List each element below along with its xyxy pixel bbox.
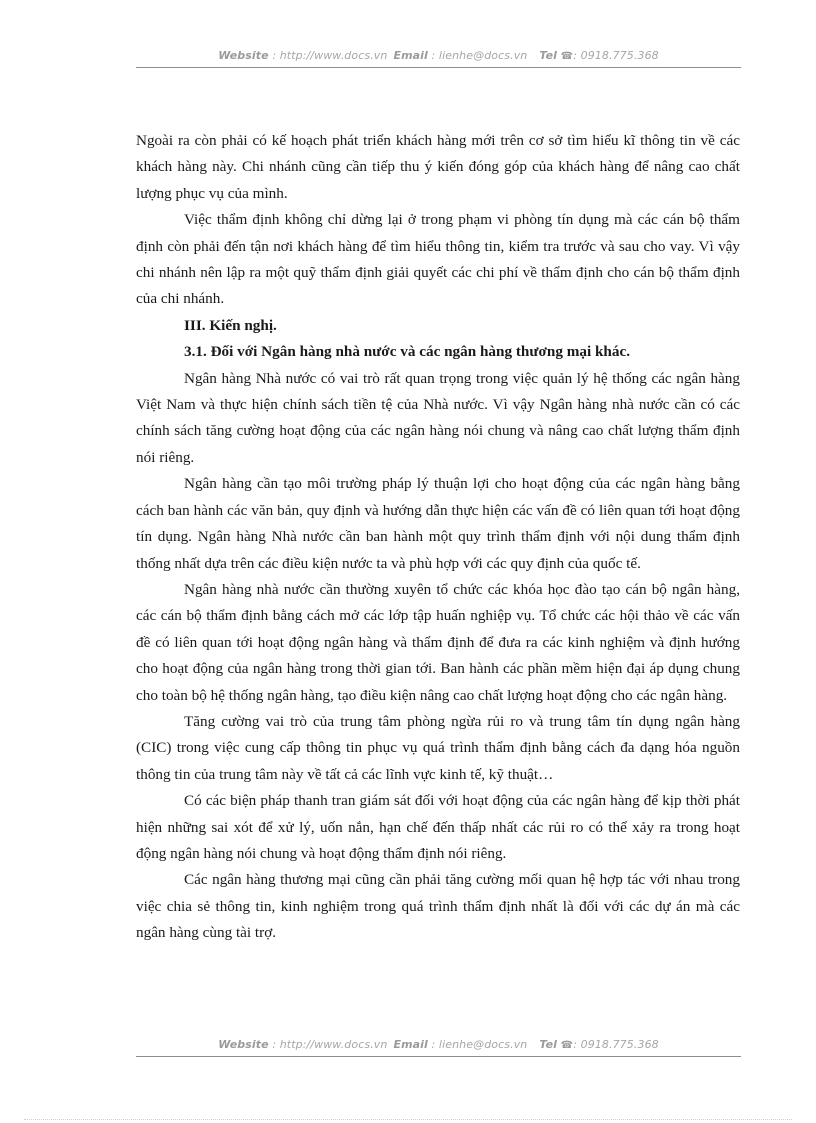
footer-website-label: Website [218,1038,269,1051]
paragraph: Ngân hàng nhà nước cần thường xuyên tổ chức các khóa học đào tạo cán bộ ngân hàng, các cán bộ thẩm định bằng cách mở các lớp tập huấn nghiệp vụ. Tổ chức các hội thảo về các vấn đề có liên quan tới hoạt động ngân hàng và thẩm định để đưa ra các kinh nghiệm và định hướng cho hoạt động của ngân hàng trong thời gian tới. Ban hành các phần mềm hiện đại áp dụng chung cho toàn bộ hệ thống ngân hàng, tạo điều kiện nâng cao chất lượng hoạt động cho các ngân hàng. [136,580,740,704]
footer-tel-label: Tel [539,1038,558,1051]
footer-email-link[interactable]: : lienhe@docs.vn [427,1038,528,1051]
footer-website-link[interactable]: : http://www.docs.vn [268,1038,388,1051]
header-website-label: Website [218,49,269,62]
paragraph: Có các biện pháp thanh tran giám sát đối với hoạt động của các ngân hàng để kịp thời phát hiện những sai xót để xử lý, uốn nắn, hạn chế đến thấp nhất các rủi ro có thể xảy ra trong hoạt động ngân hàng nói chung và hoạt động thẩm định nói riêng. [136,792,740,862]
paragraph: Ngoài ra còn phải có kế hoạch phát triển khách hàng mới trên cơ sở tìm hiểu kĩ thông tin về các khách hàng này. Chi nhánh cũng cần tiếp thu ý kiến đóng góp của khách hàng để nâng cao chất lượng phục vụ của mình. [136,132,740,202]
header-email-link[interactable]: : lienhe@docs.vn [427,49,528,62]
subsection-heading: 3.1. Đối với Ngân hàng nhà nước và các ngân hàng thương mại khác. [184,343,631,361]
footer-email-label: Email [393,1038,428,1051]
page-footer [136,1038,741,1057]
header-website-link[interactable]: : http://www.docs.vn [268,49,388,62]
section-heading: III. Kiến nghị. [184,316,277,334]
page-header [136,49,741,68]
paragraph: Ngân hàng Nhà nước có vai trò rất quan trọng trong việc quản lý hệ thống các ngân hàng Việt Nam và thực hiện chính sách tiền tệ của Nhà nước. Vì vậy Ngân hàng nhà nước cần có các chính sách tăng cường hoạt động của các ngân hàng nói chung và nâng cao chất lượng thẩm định nói riêng. [136,369,740,466]
paragraph: Tăng cường vai trò của trung tâm phòng ngừa rủi ro và trung tâm tín dụng ngân hàng (CIC) trong việc cung cấp thông tin phục vụ quá trình thẩm định bằng cách đa dạng hóa nguồn thông tin của trung tâm này về tất cả các lĩnh vực kinh tế, kỹ thuật… [136,712,740,783]
page-bottom-edge [24,1119,792,1120]
footer-tel-value: : 0918.775.368 [573,1038,659,1051]
header-tel-label: Tel [539,49,558,62]
header-tel-value: : 0918.775.368 [573,49,659,62]
paragraph: Ngân hàng cần tạo môi trường pháp lý thuận lợi cho hoạt động của các ngân hàng bằng cách ban hành các văn bản, quy định và hướng dẫn thực hiện các vấn đề có liên quan tới hoạt động tín dụng. Ngân hàng Nhà nước cần ban hành một quy trình thẩm định với nội dung thẩm định thống nhất dựa trên các điều kiện nước ta và phù hợp với các quy định của quốc tế. [136,475,740,572]
telephone-icon: ☎ [560,51,574,62]
paragraph: Việc thẩm định không chỉ dừng lại ở trong phạm vi phòng tín dụng mà các cán bộ thẩm định còn phải đến tận nơi khách hàng để tìm hiểu thông tin, kiểm tra trước và sau cho vay. Vì vậy chi nhánh nên lập ra một quỹ thẩm định giải quyết các chi phí về thẩm định cho cán bộ thẩm định của chi nhánh. [136,211,740,308]
header-email-label: Email [393,49,428,62]
paragraph: Các ngân hàng thương mại cũng cần phải tăng cường mối quan hệ hợp tác với nhau trong việc chia sẻ thông tin, kinh nghiệm trong quá trình thẩm định nhất là đối với các dự án mà các ngân hàng cùng tài trợ. [136,871,740,942]
document-body [136,128,740,947]
telephone-icon: ☎ [560,1040,574,1051]
